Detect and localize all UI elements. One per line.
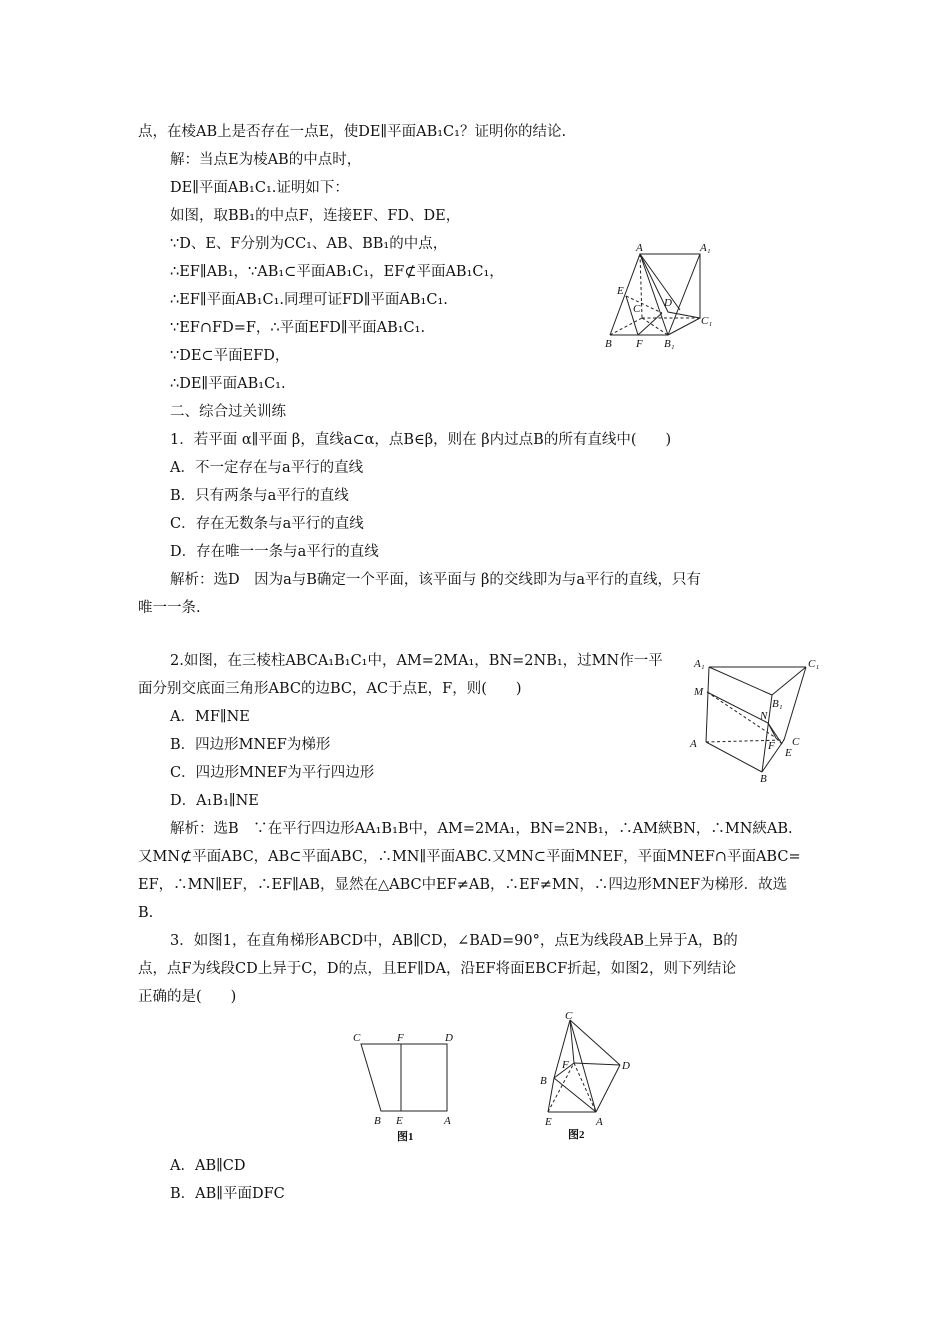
vertex-label: E: [545, 1116, 552, 1128]
vertex-label: E: [785, 747, 792, 759]
option-b: B．四边形MNEF为梯形: [170, 737, 331, 753]
solution-text: 解析：选D 因为a与B确定一个平面，该平面与 β的交线即为与a平行的直线，只有: [170, 572, 702, 588]
option-a: A．AB∥CD: [170, 1158, 246, 1174]
trapezoid-figure-1: [345, 1024, 470, 1149]
folded-figure-2: [530, 1010, 640, 1145]
text-line: ∵D、E、F分别为CC₁、AB、BB₁的中点，: [170, 236, 448, 252]
option-c: C．四边形MNEF为平行四边形: [170, 765, 375, 781]
vertex-label: A: [444, 1115, 451, 1127]
vertex-label: F: [562, 1059, 569, 1071]
option-d: D．存在唯一一条与a平行的直线: [170, 544, 379, 560]
vertex-label: C: [633, 303, 641, 315]
vertex-label: C: [565, 1010, 573, 1022]
vertex-label: D: [664, 297, 672, 309]
vertex-label: D: [445, 1032, 453, 1044]
vertex-label: E: [617, 285, 624, 297]
option-d: D．A₁B₁∥NE: [170, 793, 259, 809]
vertex-label: B: [540, 1075, 547, 1087]
question-3: 正确的是( ): [138, 989, 237, 1005]
vertex-label: C₁: [808, 658, 820, 670]
text-line: 如图，取BB₁的中点F，连接EF、FD、DE，: [170, 208, 461, 224]
text-line: ∴EF∥平面AB₁C₁.同理可证FD∥平面AB₁C₁.: [170, 292, 448, 308]
figure-caption: 图2: [568, 1129, 585, 1141]
vertex-label: D: [622, 1060, 630, 1072]
prism-figure-1: [600, 240, 720, 350]
question-3: 3．如图1，在直角梯形ABCD中，AB∥CD，∠BAD=90°，点E为线段AB上异于A，B的: [170, 933, 738, 949]
vertex-label: B: [760, 773, 767, 785]
text-line: ∴EF∥AB₁，∵AB₁⊂平面AB₁C₁，EF⊄平面AB₁C₁，: [170, 264, 504, 280]
vertex-label: B: [605, 338, 612, 350]
vertex-label: A₁: [700, 242, 711, 254]
question-3: 点，点F为线段CD上异于C，D的点，且EF∥DA，沿EF将面EBCF折起，如图2，则下列结论: [138, 961, 736, 977]
solution-text: B.: [138, 905, 154, 921]
vertex-label: M: [694, 686, 704, 698]
text-line: ∴DE∥平面AB₁C₁.: [170, 376, 286, 392]
solution-text: EF，∴MN∥EF，∴EF∥AB，显然在△ABC中EF≠AB，∴EF≠MN，∴四边形MNEF为梯形．故选: [138, 877, 788, 893]
question-2: 2.如图，在三棱柱ABCA₁B₁C₁中，AM=2MA₁，BN=2NB₁，过MN作一平: [170, 653, 663, 669]
option-b: B．AB∥平面DFC: [170, 1186, 285, 1202]
text-line: 点，在棱AB上是否存在一点E，使DE∥平面AB₁C₁？证明你的结论.: [138, 124, 567, 140]
vertex-label: C: [792, 736, 800, 748]
vertex-label: A: [636, 242, 643, 254]
vertex-label: B: [374, 1115, 381, 1127]
vertex-label: N: [760, 710, 768, 722]
vertex-label: B₁: [772, 698, 783, 710]
option-c: C．存在无数条与a平行的直线: [170, 516, 364, 532]
question-1: 1．若平面 α∥平面 β，直线a⊂α，点B∈β，则在 β内过点B的所有直线中( ): [170, 432, 672, 448]
solution-text: 唯一一条.: [138, 600, 201, 616]
text-line: DE∥平面AB₁C₁.证明如下：: [170, 180, 349, 196]
text-line: 解：当点E为棱AB的中点时，: [170, 152, 362, 168]
vertex-label: F: [397, 1032, 404, 1044]
vertex-label: A: [690, 738, 697, 750]
option-b: B．只有两条与a平行的直线: [170, 488, 349, 504]
vertex-label: C: [353, 1032, 361, 1044]
solution-text: 又MN⊄平面ABC，AB⊂平面ABC，∴MN∥平面ABC.又MN⊂平面MNEF，平面MNEF∩平面ABC=: [138, 849, 801, 865]
section-heading: 二、综合过关训练: [170, 404, 286, 420]
text-line: ∵EF∩FD=F，∴平面EFD∥平面AB₁C₁.: [170, 320, 426, 336]
text-line: ∵DE⊂平面EFD，: [170, 348, 290, 364]
prism-figure-2: [684, 655, 834, 785]
solution-text: 解析：选B ∵在平行四边形AA₁B₁B中，AM=2MA₁，BN=2NB₁，∴AM綊BN，∴MN綊AB.: [170, 821, 793, 837]
vertex-label: A₁: [694, 658, 705, 670]
option-a: A．MF∥NE: [170, 709, 250, 725]
vertex-label: F: [636, 338, 643, 350]
figure-caption: 图1: [397, 1131, 414, 1143]
vertex-label: A: [596, 1116, 603, 1128]
option-a: A．不一定存在与a平行的直线: [170, 460, 364, 476]
vertex-label: C₁: [701, 315, 713, 327]
vertex-label: B₁: [664, 338, 675, 350]
vertex-label: F: [768, 740, 775, 752]
vertex-label: E: [396, 1115, 403, 1127]
question-2: 面分别交底面三角形ABC的边BC，AC于点E，F，则( ): [138, 681, 522, 697]
